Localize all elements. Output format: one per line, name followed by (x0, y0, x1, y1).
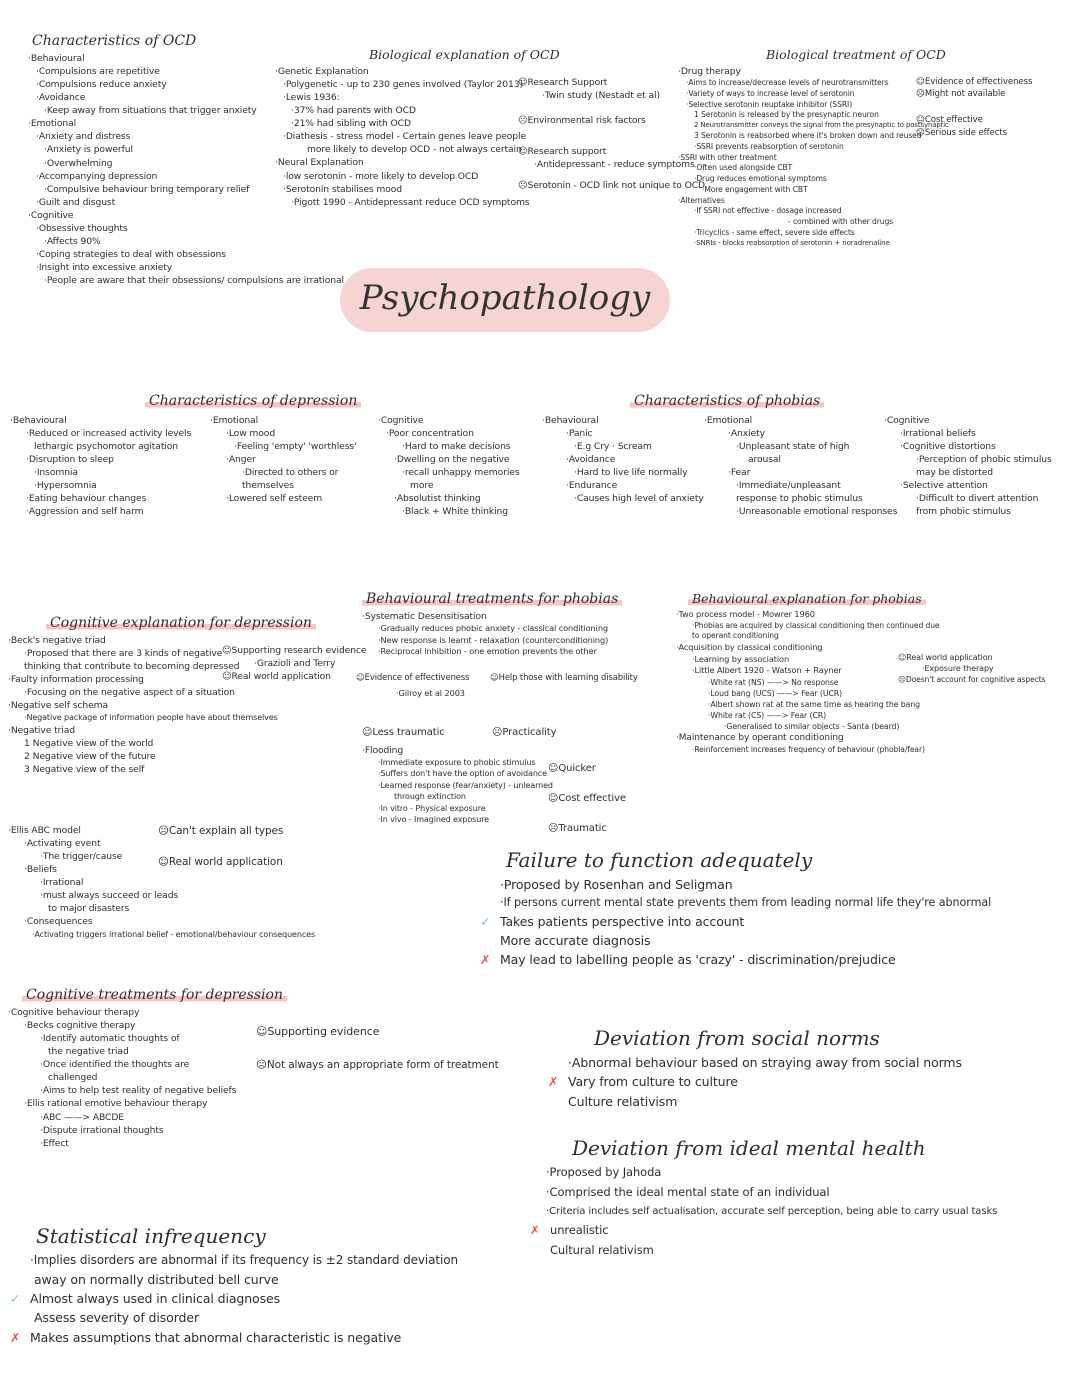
supporting-point: ☺ Real world application (222, 670, 366, 683)
note-line: the negative triad (48, 1046, 129, 1058)
note-line: may be distorted (916, 467, 994, 479)
note-line: ·Selective serotonin reuptake inhibitor (SSRI) (686, 99, 853, 109)
supporting-point: ☺ Research support (518, 145, 705, 158)
ocd-treat-heading: Biological treatment of OCD (766, 47, 946, 62)
note-line: 3 Negative view of the self (24, 763, 145, 775)
note-line: ·In vitro - Physical exposure (378, 803, 486, 813)
note-line: ·Cognitive behaviour therapy (8, 1007, 140, 1018)
supporting-point: ☺ Quicker (548, 762, 626, 776)
note-line: ·Diathesis - stress model - Certain genes leave people (283, 131, 527, 143)
failure-to-function (480, 848, 991, 970)
note-line: ·Anger (226, 454, 256, 466)
note-line: ·Once identified the thoughts are (40, 1059, 190, 1071)
supporting-point: ☺ Help those with learning disability (490, 672, 638, 684)
note-line: ·Irrational (40, 877, 84, 889)
note-line: ·Suffers don't have the option of avoidance (378, 769, 547, 779)
note-line: 2 Negative view of the future (24, 750, 156, 762)
note-line: ·SNRIs - blocks reabsorption of serotonin + noradrenaline (694, 238, 890, 247)
dep-treat-evaluation (256, 1024, 499, 1073)
note-line: to major disasters (48, 903, 130, 915)
note-line: ·Criteria includes self actualisation, accurate self perception, being able to carry usual tasks (546, 1206, 998, 1218)
note-line: ·must always succeed or leads (40, 890, 179, 902)
note-line: ·Two process model - Mowrer 1960 (676, 609, 815, 619)
note-line: ·Ellis ABC model (8, 825, 81, 836)
note-line: ·Insomnia (34, 467, 78, 479)
note-line: ·Dwelling on the negative (394, 454, 510, 466)
note-line: ·The trigger/cause (40, 851, 123, 863)
note-line: ·Emotional (28, 118, 77, 130)
note-line: ·Genetic Explanation (275, 66, 369, 77)
tick-mark: ✓ (10, 1290, 21, 1306)
cross-mark: ✗ (548, 1074, 559, 1090)
pho-treat-eval-c (362, 726, 445, 740)
note-line: challenged (48, 1072, 98, 1084)
limitation-point: ☹ Traumatic (548, 822, 626, 836)
tick-mark: ✓ (480, 913, 491, 929)
note-line: to operant conditioning (692, 631, 779, 641)
ocd-bio-heading: Biological explanation of OCD (369, 47, 560, 62)
note-line: away on normally distributed bell curve (34, 1271, 279, 1287)
note-line: ·Phobias are acquired by classical conditioning then continued due (692, 620, 940, 630)
supporting-point: ☺ Cost effective (916, 114, 1032, 126)
supporting-point: ☺ Less traumatic (362, 726, 445, 740)
dep-treat-heading: Cognitive treatments for depression (22, 987, 287, 1003)
weakness-line (10, 1328, 458, 1347)
limitation-point: ☹ Serious side effects (916, 127, 1032, 139)
note-line: ·Avoidance (566, 454, 616, 466)
depression-cognitive-treatments (8, 984, 287, 1150)
note-line: ·SSRI with other treatment (678, 152, 777, 162)
note-line: ·21% had sibling with OCD (291, 118, 411, 130)
note-line: ·Insight into excessive anxiety (36, 262, 173, 273)
note-line: ·Anxiety and distress (36, 131, 131, 143)
note-line: ·Compulsions are repetitive (36, 66, 160, 78)
note-line: ·Dispute irrational thoughts (40, 1124, 164, 1136)
strength-text: Almost always used in clinical diagnoses (30, 1290, 281, 1306)
note-line: ·Emotional (704, 415, 753, 426)
note-line: thinking that contribute to becoming depressed (24, 661, 240, 673)
note-line: ·Poor concentration (386, 428, 474, 440)
note-line: ·Cognitive (28, 209, 74, 221)
note-line: ·ABC ——> ABCDE (40, 1111, 124, 1123)
note-line: ·Lowered self esteem (226, 493, 323, 505)
note-line: ·Behavioural (542, 415, 599, 426)
note-line: ·Twin study (Nestadt et al) (542, 90, 660, 102)
note-line: from phobic stimulus (916, 506, 1011, 518)
note-line: ·Behavioural (28, 53, 85, 64)
note-line: ·Drug therapy (678, 66, 741, 77)
note-line: ·Polygenetic - up to 230 genes involved (Taylor 2013) (283, 79, 524, 91)
note-line: ·Negative self schema (8, 700, 109, 712)
supporting-point: ☺ Evidence of effectiveness (916, 76, 1032, 88)
note-line: ·Perception of phobic stimulus (916, 454, 1052, 466)
note-line: ·Directed to others or (242, 467, 339, 479)
stat-heading: Statistical infrequency (36, 1224, 266, 1248)
note-line: ·Proposed by Jahoda (546, 1165, 662, 1179)
note-line: ·Unreasonable emotional responses (736, 506, 898, 518)
dep-cog-exp-heading: Cognitive explanation for depression (46, 615, 316, 631)
note-line: ·Becks cognitive therapy (24, 1020, 136, 1032)
note-line: ·New response is learnt - relaxation (counterconditioning) (378, 634, 609, 645)
limitation-point: ☹ Practicality (492, 726, 556, 740)
note-line: 3 Serotonin is reabsorbed where it's broken down and reused (694, 130, 922, 140)
note-line: ·Abnormal behaviour based on straying away from social norms (568, 1055, 962, 1070)
note-line: ·Gradually reduces phobic anxiety - classical conditioning (378, 623, 609, 634)
note-line: ·Difficult to divert attention (916, 493, 1039, 505)
depression-cognitive-explanation (8, 612, 316, 776)
note-line: ·Aims to increase/decrease levels of neurotransmitters (686, 78, 889, 88)
note-line: lethargic psychomotor agitation (34, 441, 179, 453)
supporting-point: ☺ Supporting evidence (256, 1024, 499, 1040)
note-line: ·Causes high level of anxiety (574, 493, 704, 505)
note-line: ·Compulsive behaviour bring temporary relief (44, 183, 250, 195)
note-line: ·Beliefs (24, 864, 57, 876)
note-line: ·Absolutist thinking (394, 493, 481, 505)
note-line: More accurate diagnosis (500, 933, 651, 949)
note-line: ·Feeling 'empty' 'worthless' (234, 441, 357, 453)
note-line: ·E.g Cry · Scream (574, 441, 652, 453)
note-line: ·Keep away from situations that trigger anxiety (44, 105, 257, 117)
note-line: ·Exposure therapy (922, 664, 994, 674)
note-line: ·Endurance (566, 480, 618, 492)
note-line: ·Often used alongside CBT (694, 163, 793, 173)
note-line: ·Cognitive (884, 415, 930, 426)
note-line: ·Tricyclics - same effect, severe side effects (694, 228, 855, 238)
note-line: ·Maintenance by operant conditioning (676, 733, 844, 744)
depression-char-heading-wrap (145, 390, 361, 412)
weakness-text: Makes assumptions that abnormal characteristic is negative (30, 1329, 402, 1345)
note-line: ·Guilt and disgust (36, 196, 116, 208)
ocd-char-heading: Characteristics of OCD (32, 33, 197, 49)
note-line: ·Immediate/unpleasant (736, 480, 841, 492)
depression-cognitive (378, 414, 520, 519)
note-line: more (410, 480, 434, 492)
weakness-line (548, 1072, 962, 1091)
strength-text: Takes patients perspective into account (500, 913, 745, 929)
note-line: 1 Negative view of the world (24, 737, 154, 749)
note-line: ·Faulty information processing (8, 674, 144, 686)
note-line: ·Affects 90% (44, 235, 101, 247)
note-line: ·Negative package of information people have about themselves (24, 713, 278, 723)
limitation-point: ☹ Can't explain all types (158, 824, 283, 839)
note-line: ·Focusing on the negative aspect of a situation (24, 687, 235, 699)
note-line: ·Overwhelming (44, 157, 113, 169)
note-line: arousal (748, 454, 781, 466)
social-heading: Deviation from social norms (594, 1026, 880, 1050)
note-line: ·Learned response (fear/anxiety) - unlearned (378, 780, 553, 790)
note-line: ·Albert shown rat at the same time as hearing the bang (708, 700, 921, 710)
note-line: ·Effect (40, 1137, 69, 1149)
page-title: Psychopathology (359, 278, 651, 318)
note-line: ·Little Albert 1920 - Watson + Rayner (692, 665, 842, 676)
note-line: ·Anxiety (728, 428, 765, 440)
note-line: ·Ellis rational emotive behaviour therapy (24, 1098, 208, 1110)
note-line: ·White rat (CS) ——> Fear (CR) (708, 711, 827, 721)
note-line: ·Loud bang (UCS) ——> Fear (UCR) (708, 689, 843, 699)
ellis-evaluation (158, 824, 283, 870)
note-line: ·low serotonin - more likely to develop OCD (283, 170, 479, 182)
note-line: ·White rat (NS) ——> No response (708, 678, 839, 688)
supporting-point: ☺ Research Support (518, 76, 705, 89)
note-line: ·Cognitive (378, 415, 424, 426)
note-line: ·Accompanying depression (36, 170, 158, 182)
note-line: ·recall unhappy memories (402, 467, 520, 479)
note-line: ·Immediate exposure to phobic stimulus (378, 758, 536, 768)
weakness-text: unrealistic (550, 1223, 609, 1238)
note-line: ·Disruption to sleep (26, 454, 114, 466)
note-line: ·Implies disorders are abnormal if its frequency is ±2 standard deviation (30, 1253, 458, 1267)
note-line: ·Alternatives (678, 195, 725, 205)
note-line: 2 Neurotransmitter conveys the signal from the presynaptic to postsynaptic (694, 121, 949, 130)
phobia-cognitive (884, 414, 1052, 519)
supporting-point: ☺ Real world application (158, 855, 283, 870)
note-line: ·Grazioli and Terry (254, 658, 336, 670)
weakness-line (530, 1221, 997, 1241)
weakness-text: Vary from culture to culture (568, 1074, 738, 1090)
note-line: ·Avoidance (36, 92, 86, 104)
note-line: ·Panic (566, 428, 593, 440)
phobia-behavioural-treatments (362, 588, 622, 658)
limitation-point: ☹ Environmental risk factors (518, 114, 705, 127)
note-line: ·Lewis 1936: (283, 92, 340, 104)
note-line: ·Flooding (362, 745, 404, 756)
note-line: ·Hard to make decisions (402, 441, 511, 453)
note-line: through extinction (394, 792, 466, 802)
note-line: ·Gilroy et al 2003 (396, 688, 465, 698)
note-line: ·Obsessive thoughts (36, 222, 128, 234)
note-line: Cultural relativism (550, 1242, 654, 1257)
note-line: ·Activating triggers irrational belief - emotional/behaviour consequences (32, 929, 316, 939)
ocd-bio-evaluation (518, 76, 705, 192)
supporting-point: ☺ Supporting research evidence (222, 644, 366, 657)
supporting-point: ☺ Evidence of effectiveness (356, 672, 469, 684)
limitation-point: ☹ Not always an appropriate form of treatment (256, 1058, 499, 1073)
limitation-point: ☹ Serotonin - OCD link not unique to OCD (518, 179, 705, 192)
note-line: ·Pigott 1990 - Antidepressant reduce OCD symptoms (291, 196, 530, 208)
cross-mark: ✗ (480, 952, 491, 968)
ocd-treat-evaluation (916, 76, 1032, 139)
limitation-point: ☹ Might not available (916, 88, 1032, 100)
phobia-char-heading: Characteristics of phobias (630, 393, 824, 409)
cross-mark: ✗ (530, 1223, 540, 1238)
note-line: ·Cognitive distortions (900, 441, 996, 453)
note-line: ·Variety of ways to increase level of serotonin (686, 88, 855, 98)
note-line: ·Systematic Desensitisation (362, 611, 487, 622)
flooding-evaluation (548, 762, 626, 837)
note-line: ·Reduced or increased activity levels (26, 428, 192, 440)
note-line: ·Negative triad (8, 724, 75, 736)
failure-heading: Failure to function adequately (506, 848, 813, 872)
note-line: ·If SSRI not effective - dosage increased (694, 206, 842, 216)
weakness-text: May lead to labelling people as 'crazy' - discrimination/prejudice (500, 952, 896, 968)
pho-exp-evaluation (898, 652, 1046, 686)
note-line: ·Hard to live life normally (574, 467, 688, 479)
phobia-char-heading-wrap (630, 390, 824, 412)
deviation-social-norms (548, 1026, 962, 1111)
phobia-emotional (704, 414, 897, 519)
ocd-biological-treatment (678, 44, 950, 249)
note-line: ·Drug reduces emotional symptoms (694, 174, 827, 184)
note-line: ·Low mood (226, 428, 276, 440)
cross-mark: ✗ (10, 1329, 21, 1345)
note-line: response to phobic stimulus (736, 493, 863, 505)
note-line: ·Antidepressant - reduce symptoms (534, 159, 695, 171)
note-line: ·Unpleasant state of high (736, 441, 850, 453)
note-line: ·Fear (728, 467, 751, 479)
strength-line (480, 912, 991, 931)
pho-treat-eval-d (492, 726, 556, 740)
note-line: ·In vivo - Imagined exposure (378, 814, 490, 824)
depression-char-heading: Characteristics of depression (145, 393, 361, 409)
flooding (362, 744, 553, 825)
depression-behavioural (10, 414, 191, 519)
note-line: ·Comprised the ideal mental state of an individual (546, 1184, 830, 1199)
note-line: ·Emotional (210, 415, 259, 426)
note-line: ·Generalised to similar objects - Santa (beard) (724, 722, 900, 732)
note-line: Assess severity of disorder (34, 1310, 200, 1326)
depression-emotional (210, 414, 357, 505)
note-line: ·Serotonin stabilises mood (283, 183, 403, 195)
note-line: ·Eating behaviour changes (26, 493, 147, 505)
title-banner (340, 268, 670, 332)
note-line: Culture relativism (568, 1093, 678, 1109)
note-line: ·Proposed that there are 3 kinds of negative (24, 648, 223, 660)
limitation-point: ☹ Doesn't account for cognitive aspects (898, 675, 1046, 686)
note-line: ·Aggression and self harm (26, 506, 144, 518)
pho-treat-heading: Behavioural treatments for phobias (362, 591, 622, 607)
weakness-line (480, 950, 991, 969)
note-line: ·Compulsions reduce anxiety (36, 79, 167, 91)
dep-cog-exp-evaluation (222, 644, 366, 683)
note-line: ·Hypersomnia (34, 480, 97, 492)
note-line: ·Behavioural (10, 415, 67, 426)
deviation-ideal-mental-health (530, 1136, 997, 1260)
pho-exp-heading: Behavioural explanation for phobias (688, 591, 926, 606)
note-line: - combined with other drugs (788, 217, 894, 227)
note-line: ·Selective attention (900, 480, 988, 492)
supporting-point: ☺ Real world application (898, 652, 1046, 663)
pho-treat-gilroy (380, 688, 465, 700)
note-line: ·Acquisition by classical conditioning (676, 642, 823, 653)
note-line: more likely to develop OCD - not always certain (307, 144, 522, 156)
note-line: ·Reciprocal inhibition - one emotion prevents the other (378, 646, 597, 657)
note-line: ·If persons current mental state prevents them from leading normal life they're abnormal (500, 896, 992, 910)
note-line: ·Activating event (24, 838, 101, 850)
note-line: ·Identify automatic thoughts of (40, 1033, 180, 1045)
phobia-behavioural (542, 414, 704, 505)
strength-line (10, 1289, 458, 1308)
note-line: ·Reinforcement increases frequency of behaviour (phobia/fear) (692, 745, 925, 755)
note-line: themselves (242, 480, 294, 492)
note-line: ·Black + White thinking (402, 506, 508, 518)
note-line: ·Aims to help test reality of negative beliefs (40, 1085, 237, 1097)
note-line: ·People are aware that their obsessions/ compulsions are irrational (44, 275, 344, 287)
note-line: ·Irrational beliefs (900, 428, 976, 440)
note-line: ·More engagement with CBT (702, 184, 808, 194)
statistical-infrequency (10, 1224, 458, 1347)
pho-treat-eval-a (356, 672, 469, 684)
note-line: ·Anxiety is powerful (44, 144, 133, 156)
note-line: ·Consequences (24, 916, 93, 928)
note-line: ·Learning by association (692, 653, 790, 664)
note-line: ·SSRI prevents reabsorption of serotonin (694, 141, 844, 151)
note-line: 1 Serotonin is released by the presynaptic neuron (694, 110, 879, 120)
note-line: ·Beck's negative triad (8, 635, 106, 646)
note-line: ·Coping strategies to deal with obsessions (36, 248, 226, 260)
note-line: ·37% had parents with OCD (291, 105, 416, 117)
note-line: ·Neural Explanation (275, 157, 364, 169)
ideal-heading: Deviation from ideal mental health (572, 1136, 926, 1160)
note-line: ·Proposed by Rosenhan and Seligman (500, 877, 733, 892)
supporting-point: ☺ Cost effective (548, 792, 626, 806)
pho-treat-eval-b (490, 672, 638, 684)
